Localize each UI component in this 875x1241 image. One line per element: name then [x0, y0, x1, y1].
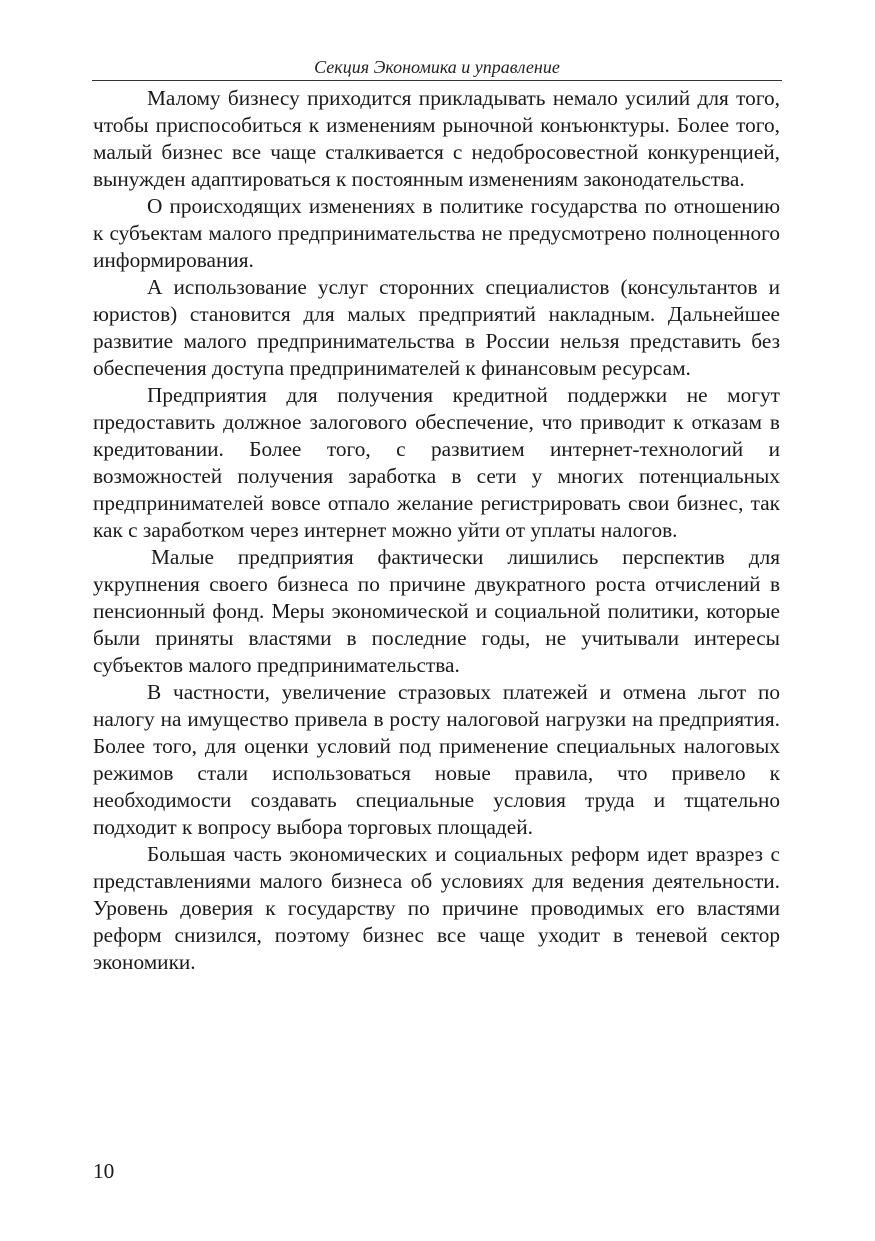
- paragraph: Большая часть экономических и социальных реформ идет вразрез с представлениями малого бизнеса об условиях для ведения деятельности. Уровень доверия к государству по причине проводимых его властями реформ снизился, поэтому бизнес все чаще уходит в теневой сектор экономики.: [93, 842, 780, 974]
- paragraph: В частности, увеличение стразовых платежей и отмена льгот по налогу на имущество привела в росту налоговой нагрузки на предприятия. Более того, для оценки условий под применение специальных налоговых режимов стали использоваться новые правила, что привело к необходимости создавать специальные условия труда и тщательно подходит к вопросу выбора торговых площадей.: [93, 680, 780, 839]
- running-header: Секция Экономика и управление: [314, 57, 560, 77]
- paragraph: Предприятия для получения кредитной поддержки не могут предоставить должное залогового обеспечение, что приводит к отказам в кредитовании. Более того, с развитием интернет-технологий и возможностей получения заработка в сети у многих потенциальных предпринимателей вовсе отпало желание регистрировать свои бизнес, так как с заработком через интернет можно уйти от уплаты налогов.: [93, 383, 780, 542]
- body-text: [93, 85, 780, 976]
- paragraph: А использование услуг сторонних специалистов (консультантов и юристов) становится для малых предприятий накладным. Дальнейшее развитие малого предпринимательства в России нельзя представить без обеспечения доступа предпринимателей к финансовым ресурсам.: [93, 275, 780, 380]
- header-rule: [92, 80, 782, 81]
- paragraph: Малые предприятия фактически лишились перспектив для укрупнения своего бизнеса по причине двукратного роста отчислений в пенсионный фонд. Меры экономической и социальной политики, которые были приняты властями в последние годы, не учитывали интересы субъектов малого предпринимательства.: [93, 545, 780, 677]
- paragraph: О происходящих изменениях в политике государства по отношению к субъектам малого предпринимательства не предусмотрено полноценного информирования.: [93, 194, 780, 272]
- paragraph: Малому бизнесу приходится прикладывать немало усилий для того, чтобы приспособиться к изменениям рыночной конъюнктуры. Более того, малый бизнес все чаще сталкивается с недобросовестной конкуренцией, вынужден адаптироваться к постоянным изменениям законодательства.: [93, 86, 780, 191]
- page-number: 10: [93, 1159, 115, 1183]
